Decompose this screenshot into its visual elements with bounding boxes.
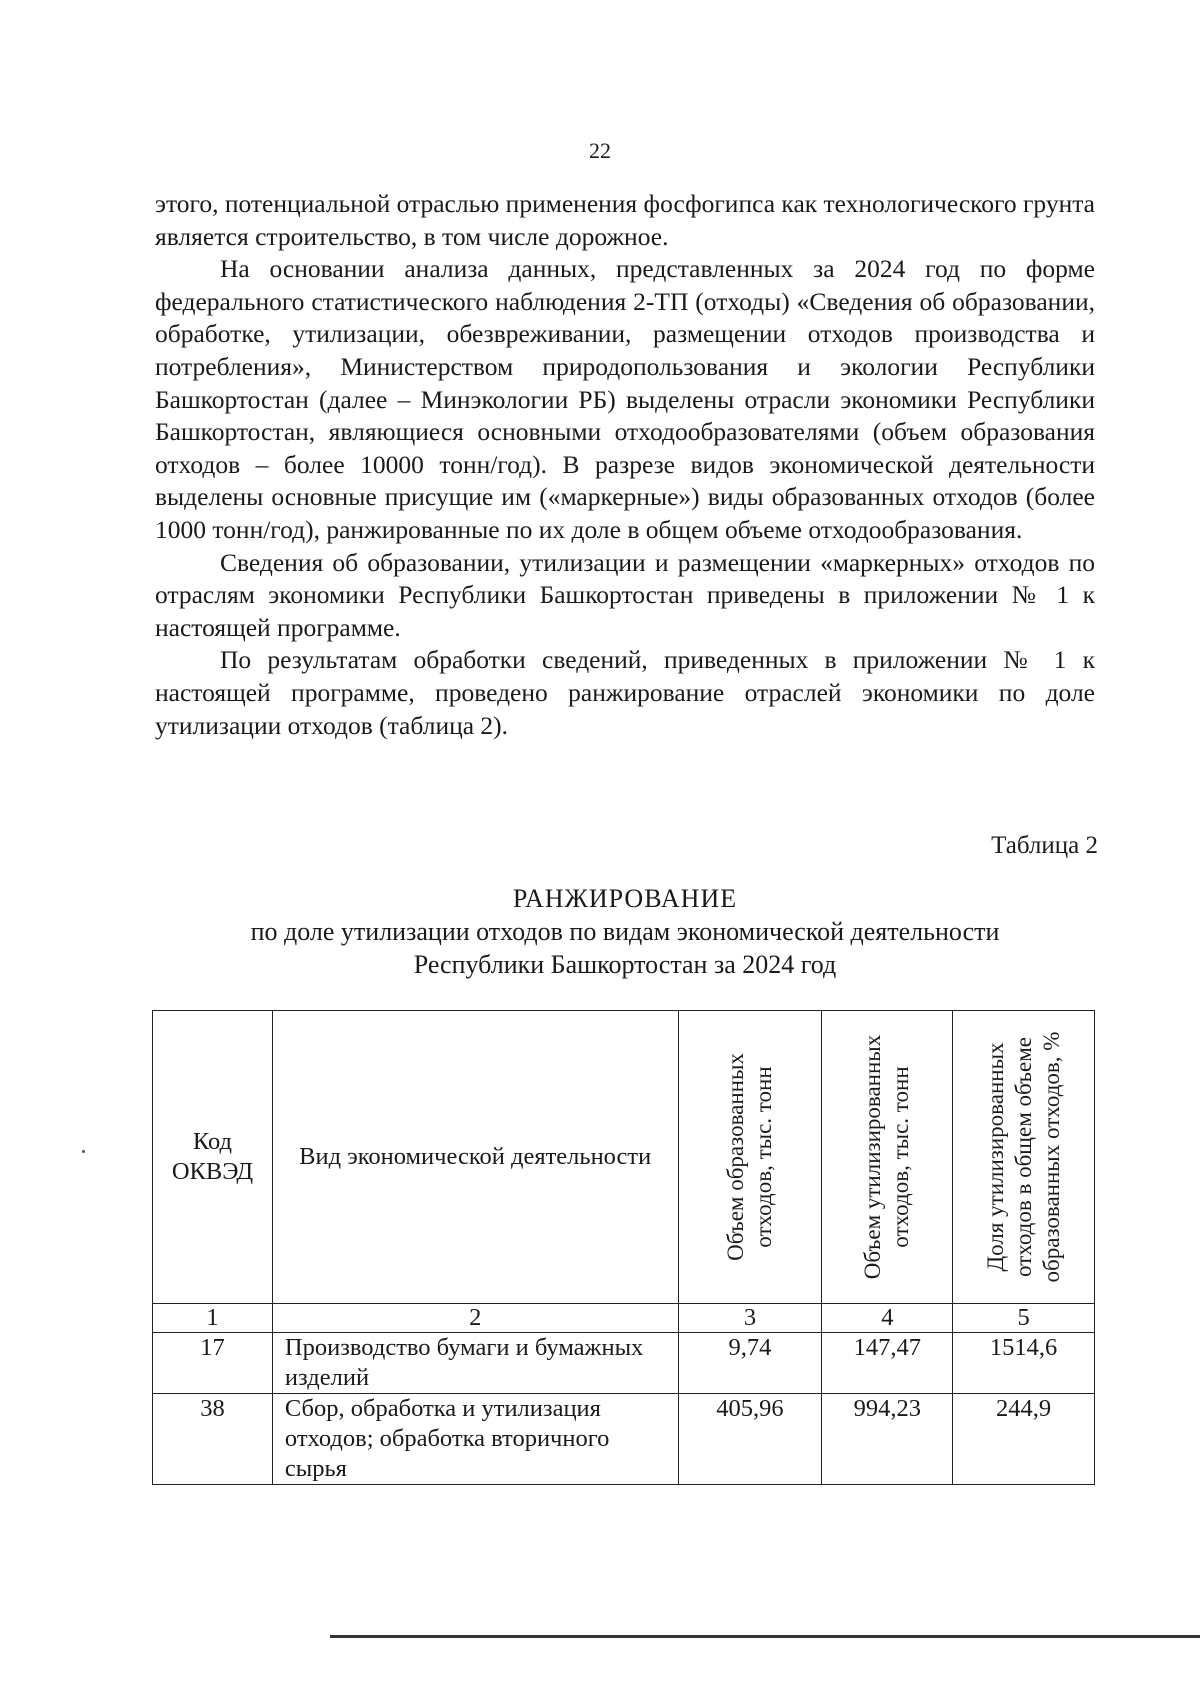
column-number: 4 — [822, 1304, 953, 1333]
column-number: 3 — [678, 1304, 822, 1333]
activity-name: Сбор, обработка и утилизация отходов; обработка вторичного сырья — [272, 1394, 678, 1485]
paragraph: этого, потенциальной отраслью применения фосфогипса как технологического грунта является строительство, в том числе дорожное. — [155, 189, 1095, 251]
utilization-share: 244,9 — [953, 1394, 1095, 1485]
table-title-subheading: по доле утилизации отходов по видам экономической деятельности — [250, 917, 1000, 946]
column-header — [822, 1011, 953, 1304]
formed-volume: 405,96 — [678, 1394, 822, 1485]
okved-code: 17 — [153, 1333, 273, 1394]
formed-volume: 9,74 — [678, 1333, 822, 1394]
paragraph: По результатам обработки сведений, приведенных в приложении № 1 к настоящей программе, проведено ранжирование отраслей экономики по доле утилизации отходов (таблица 2). — [155, 645, 1095, 740]
paragraph: Сведения об образовании, утилизации и размещении «маркерных» отходов по отраслям экономики Республики Башкортостан приведены в приложении № 1 к настоящей программе. — [155, 547, 1095, 642]
column-header-text: Объем утилизированных отходов, тыс. тонн — [860, 1034, 914, 1280]
scan-speck — [82, 1150, 85, 1153]
page-number: 22 — [589, 138, 611, 163]
table-row — [153, 1394, 1095, 1485]
table-header-row — [153, 1011, 1095, 1304]
table-title-subheading: Республики Башкортостан за 2024 год — [413, 950, 837, 979]
column-header: Вид экономической деятельности — [272, 1011, 678, 1304]
utilization-share: 1514,6 — [953, 1333, 1095, 1394]
column-number-row — [153, 1304, 1095, 1333]
column-number: 5 — [953, 1304, 1095, 1333]
column-number: 1 — [153, 1304, 273, 1333]
scan-edge-line — [330, 1635, 1200, 1638]
table-title — [0, 882, 1200, 981]
ranking-table — [152, 1010, 1095, 1485]
table-row — [153, 1333, 1095, 1394]
activity-name: Производство бумаги и бумажных изделий — [272, 1333, 678, 1394]
column-header: Код ОКВЭД — [153, 1011, 273, 1304]
okved-code: 38 — [153, 1394, 273, 1485]
table-title-heading: РАНЖИРОВАНИЕ — [512, 884, 738, 913]
column-header — [953, 1011, 1095, 1304]
column-header-text: Объем образованных отходов, тыс. тонн — [722, 1053, 776, 1261]
column-header-text: Доля утилизированных отходов в общем объеме образованных отходов, % — [982, 1031, 1064, 1283]
body-text — [155, 188, 1095, 742]
utilized-volume: 147,47 — [822, 1333, 953, 1394]
utilized-volume: 994,23 — [822, 1394, 953, 1485]
column-number: 2 — [272, 1304, 678, 1333]
table-label: Таблица 2 — [991, 832, 1098, 859]
column-header — [678, 1011, 822, 1304]
paragraph: На основании анализа данных, представленных за 2024 год по форме федерального статистического наблюдения 2-ТП (отходы) «Сведения об образовании, обработке, утилизации, обезвреживании, размещении отходов производства и потребления», Министерством природопользования и экологии Республики Башкортостан (далее – Минэкологии РБ) выделены отрасли экономики Республики Башкортостан, являющиеся основными отходообразователями (объем образования отходов – более 10000 тонн/год). В разрезе видов экономической деятельности выделены основные присущие им («маркерные») виды образованных отходов (более 1000 тонн/год), ранжированные по их доле в общем объеме отходообразования. — [155, 254, 1095, 544]
